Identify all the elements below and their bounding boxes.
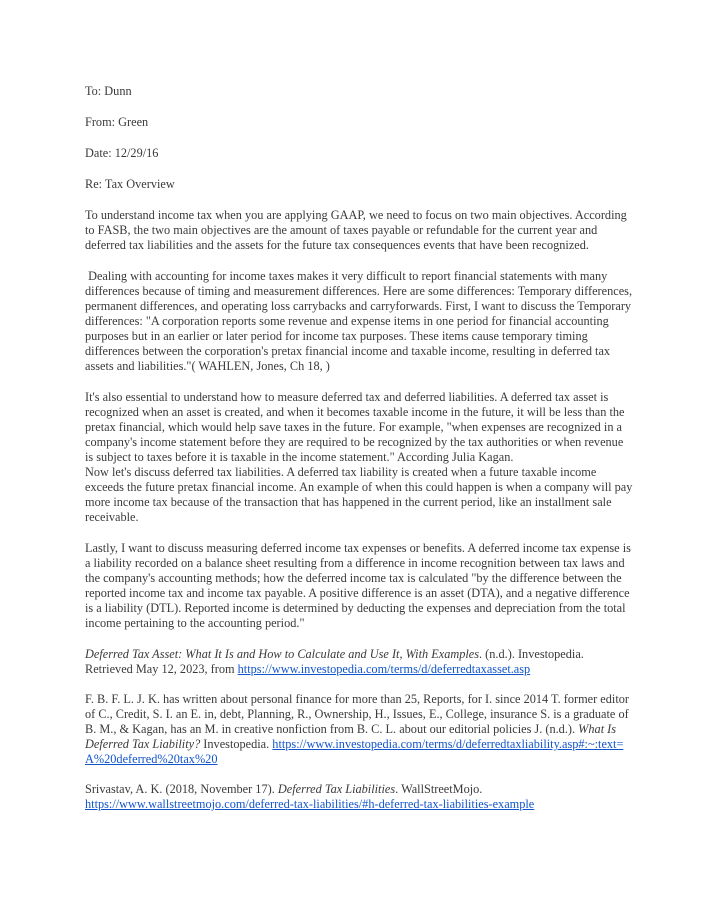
paragraph-differences: Dealing with accounting for income taxes makes it very difficult to report financial statements with many differences because of timing and measurement differences. Here are some differences: Temporary differences, permanent differences, and operating loss carrybacks and carryforwards. First, I want to discuss the Temporary differences: "A corporation reports some revenue and expense items in one period for financial accounting purposes but in an earlier or later period for income tax purposes. These items cause temporary timing differences between the corporation's pretax financial income and taxable income, resulting in deferred tax assets and liabilities."( WAHLEN, Jones, Ch 18, ) bbox=[85, 269, 636, 373]
memo-body bbox=[85, 84, 636, 812]
reference-title: Deferred Tax Liabilities bbox=[277, 782, 396, 796]
paragraph-income-tax-expense: Lastly, I want to discuss measuring deferred income tax expenses or benefits. A deferred income tax expense is a liability recorded on a balance sheet resulting from a difference in income recognition between tax laws and the company's accounting methods; how the deferred income tax is calculated "by the difference between the reported income tax and income tax payable. A positive difference is an asset (DTA), and a negative difference is a liability (DTL). Reported income is determined by deducting the expenses and depreciation from the total income pertaining to the accounting period." bbox=[85, 541, 631, 630]
reference-source: . (n.d.). Investopedia. Retrieved May 12, 2023, from bbox=[85, 647, 584, 676]
memo-from: From: Green bbox=[85, 115, 149, 129]
reference-authors: F. B. F. L. J. K. has written about personal finance for more than 25, Reports, for I. since 2014 T. former editor of C., Credit, S. I. an E. in, debt, Planning, R., Ownership, H., Issues, E., College, insurance S. is a graduate of B. M., & Kagan, has an M. in creative nonfiction from B. C. L. about our editorial policies J. (n.d.). bbox=[85, 692, 629, 736]
reference-authors: Srivastav, A. K. (2018, November 17). bbox=[85, 782, 278, 796]
memo-to: To: Dunn bbox=[85, 84, 132, 98]
reference-investopedia-liability bbox=[85, 692, 633, 767]
memo-subject: Re: Tax Overview bbox=[85, 177, 175, 191]
reference-wallstreetmojo bbox=[85, 782, 633, 812]
reference-investopedia-asset bbox=[85, 647, 633, 677]
reference-title: What Is Deferred Tax Liability? bbox=[85, 722, 617, 751]
memo-date: Date: 12/29/16 bbox=[85, 146, 159, 160]
reference-source: Investopedia. bbox=[200, 737, 273, 751]
paragraph-deferred-tax-asset: It's also essential to understand how to measure deferred tax and deferred liabilities. A deferred tax asset is recognized when an asset is created, and when it becomes taxable income in the future, it will be less than the pretax financial, which would help save taxes in the future. For example, "when expenses are recognized in a company's income statement before they are required to be recognized by the tax authorities or when revenue is subject to taxes before it is taxable in the income statement." According Julia Kagan. bbox=[85, 390, 625, 464]
reference-source: . WallStreetMojo. bbox=[395, 782, 483, 796]
reference-title: Deferred Tax Asset: What It Is and How to Calculate and Use It, With Examples bbox=[85, 647, 480, 661]
paragraph-objectives: To understand income tax when you are applying GAAP, we need to focus on two main objectives. According to FASB, the two main objectives are the amount of taxes payable or refundable for the current year and deferred tax liabilities and the assets for the future tax consequences events that have been recognized. bbox=[85, 208, 627, 252]
reference-link[interactable]: https://www.investopedia.com/terms/d/deferredtaxliability.asp#:~:text=A%20deferred%20tax%20 bbox=[85, 737, 624, 766]
reference-link[interactable]: https://www.investopedia.com/terms/d/deferredtaxasset.asp bbox=[237, 662, 531, 676]
reference-link[interactable]: https://www.wallstreetmojo.com/deferred-tax-liabilities/#h-deferred-tax-liabilities-example bbox=[85, 797, 535, 811]
paragraph-deferred-tax-liability: Now let's discuss deferred tax liabilities. A deferred tax liability is created when a future taxable income exceeds the future pretax financial income. An example of when this could happen is when a company will pay more income tax because of the transaction that has happened in the current period, like an installment sale receivable. bbox=[85, 465, 633, 524]
